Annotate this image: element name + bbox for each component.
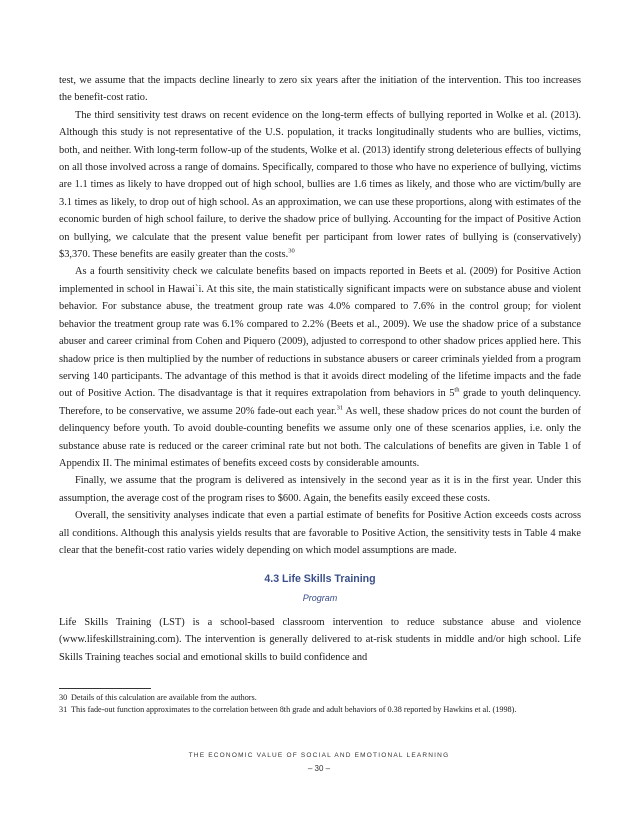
paragraph-3: [59, 263, 581, 472]
section-title: 4.3 Life Skills Training: [264, 573, 376, 585]
section-heading: [59, 572, 581, 604]
paragraph-1: test, we assume that the impacts decline linearly to zero six years after the initiation of the intervention. This too increases the benefit-cost ratio.: [59, 75, 581, 104]
footnote-31: [59, 704, 581, 716]
section-paragraph: Life Skills Training (LST) is a school-based classroom intervention to reduce substance abuse and violence (www.lifeskillstraining.com). The intervention is generally delivered to at-risk students in middle and/or high school. Life Skills Training teaches social and emotional skills to build confidence and: [59, 617, 581, 663]
footnote-ref-31: 31: [336, 404, 344, 412]
footnote-ref-30: 30: [288, 247, 295, 255]
section-subtitle: Program: [302, 593, 338, 603]
paragraph-4: Finally, we assume that the program is delivered as intensively in the second year as it is in the first year. Under this assumption, the average cost of the program rises to $600. Again, the benefits easily exceed these costs.: [59, 475, 581, 504]
running-footer-title: THE ECONOMIC VALUE OF SOCIAL AND EMOTIONAL LEARNING: [188, 752, 450, 759]
paragraph-3-text-b: grade to youth delinquency. Therefore, to be conservative, we assume 20% fade-out each year.: [59, 388, 581, 417]
paragraph-2-text: The third sensitivity test draws on recent evidence on the long-term effects of bullying reported in Wolke et al. (2013). Although this study is not representative of the U.S. population, it tracks longitudinally students who are bullies, victims, both, and neither. With long-term follow-up of the students, Wolke et al. (2013) identify strong deleterious effects of bullying on all those involved across a range of domains. Specifically, compared to those who have no experience of bullying, victims are 1.1 times as likely to have dropped out of high school, bullies are 1.6 times as likely, and those who are victim/bully are 3.1 times as likely, to drop out of high school. As an approximation, we can use these proportions, along with estimates of the economic burden of high school failure, to derive the shadow price of bullying. Accounting for the impact of Positive Action on bullying, we calculate that the present value benefit per participant from lower rates of bullying is (conservatively) $3,370. These benefits are easily greater than the costs.: [59, 109, 581, 261]
paragraph-3-text-a: As a fourth sensitivity check we calculate benefits based on impacts reported in Beets et al. (2009) for Positive Action implemented in school in Hawai`i. At this site, the main statistically significant impacts were on substance abuse and violent behavior. For substance abuse, the treatment group rate was 4.0% compared to 7.6% in the control group; for violent behavior the treatment group rate was 6.1% compared to 2.2% (Beets et al., 2009). We use the shadow price of a substance abuser and career criminal from Cohen and Piquero (2009), adjusted to correspond to other shadow prices applied here. This shadow price is then multiplied by the number of reductions in substance abusers or career criminals yielded from a program serving 140 participants. The advantage of this method is that it avoids direct modeling of the lifetime impacts and the fade out of Positive Action. The disadvantage is that it requires extrapolation from behaviors in 5: [59, 266, 581, 400]
footnote-text: Details of this calculation are available from the authors.: [71, 693, 257, 702]
paragraph-3-text-c: As well, these shadow prices do not count the burden of delinquency before youth. To avoid double-counting benefits we assume only one of these scenarios applies, i.e. only the substance abuse rate is reduced or the career criminal rate but not both. The calculations of benefits are given in Table 1 of Appendix II. The minimal estimates of benefits exceed costs by considerable amounts.: [59, 405, 581, 469]
footnote-divider: [59, 688, 151, 689]
ordinal-suffix: th: [454, 386, 460, 394]
paragraph-5: Overall, the sensitivity analyses indicate that even a partial estimate of benefits for Positive Action exceeds costs across all conditions. Although this analysis yields results that are favorable to Positive Action, the sensitivity tests in Table 4 make clear that the benefit-cost ratio varies widely depending on which model assumptions are made.: [59, 510, 581, 556]
paragraph-2: [59, 107, 581, 264]
page-number: – 30 –: [307, 764, 331, 773]
page-footer: [0, 751, 638, 775]
footnotes: [59, 692, 581, 715]
footnote-number: 31: [59, 704, 68, 714]
main-body: [59, 72, 581, 559]
section-body: [59, 614, 581, 666]
footnote-text: This fade-out function approximates to the correlation between 8th grade and adult behaviors of 0.38 reported by Hawkins et al. (1998).: [71, 704, 517, 714]
footnote-number: 30: [59, 693, 68, 702]
footnote-30: [59, 692, 581, 704]
